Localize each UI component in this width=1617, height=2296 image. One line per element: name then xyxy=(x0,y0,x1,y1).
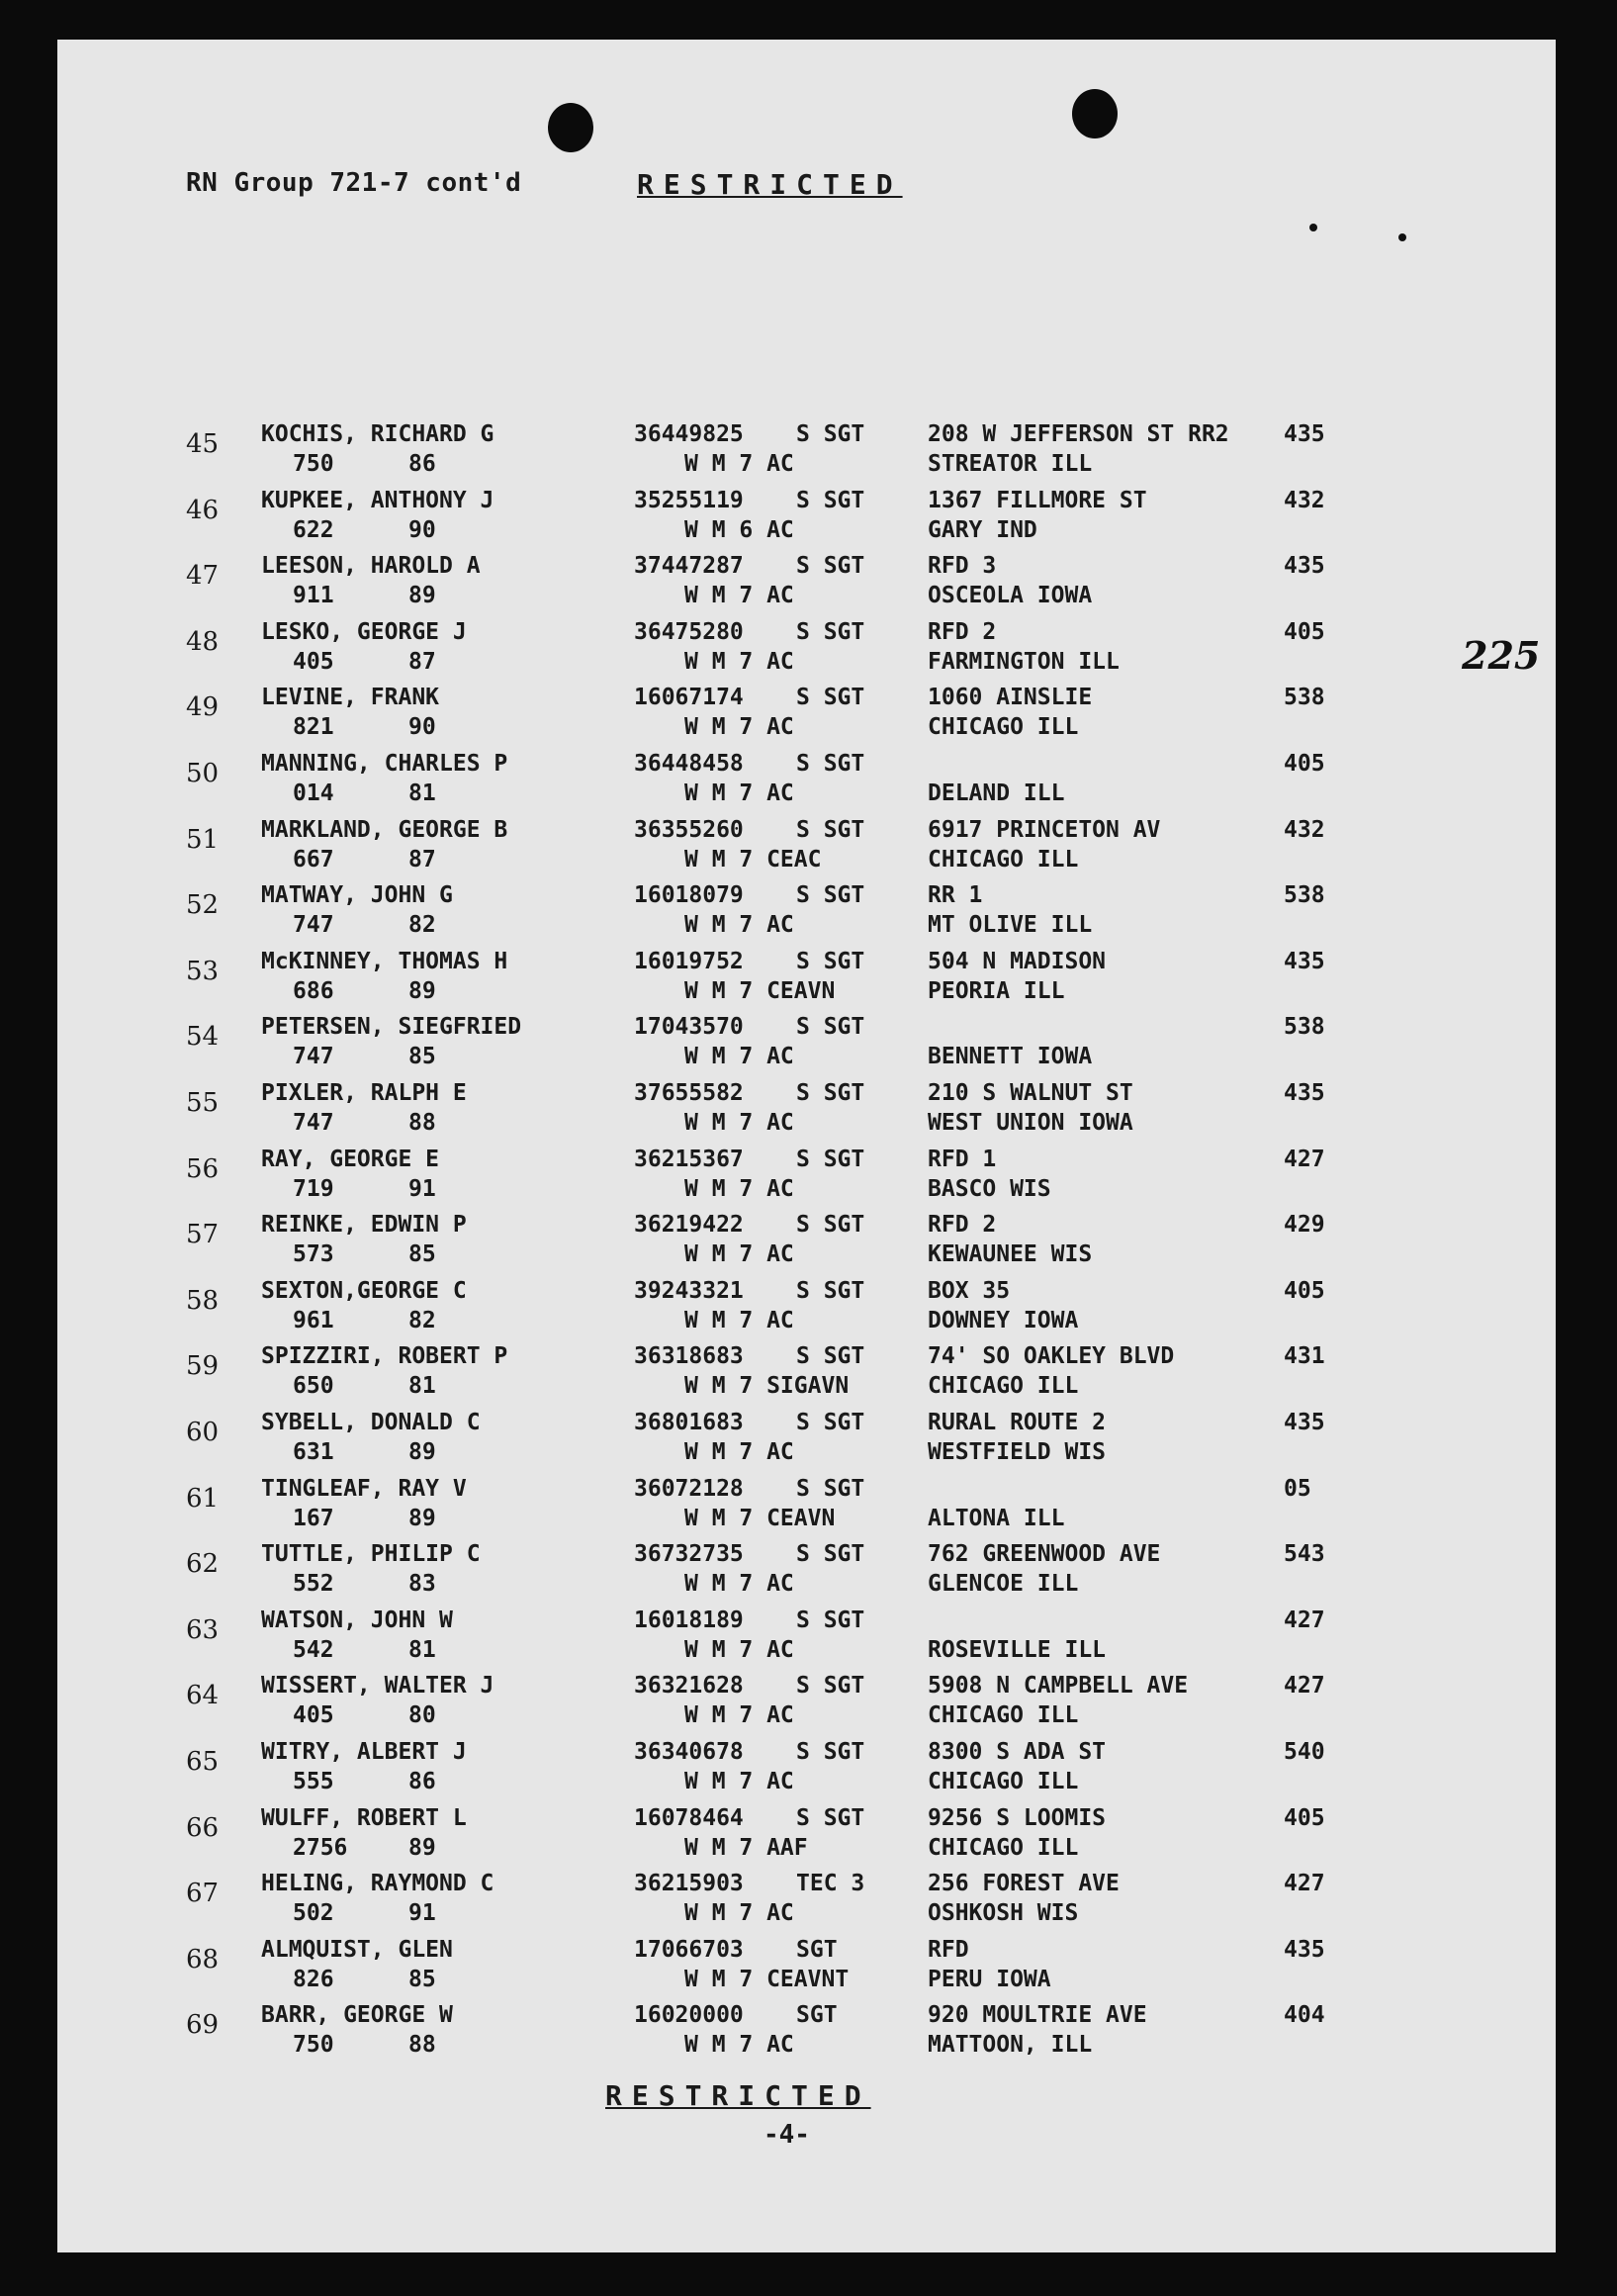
soldier-name: ALMQUIST, GLEN xyxy=(261,1936,453,1963)
classification: W M 7 AC xyxy=(684,1307,794,1333)
address-line-1: 256 FOREST AVE xyxy=(928,1871,1120,1897)
soldier-name: KOCHIS, RICHARD G xyxy=(261,421,494,447)
soldier-name: LEVINE, FRANK xyxy=(261,685,440,711)
row-number: 67 xyxy=(186,1879,220,1909)
classification: W M 7 CEAVNT xyxy=(684,1966,850,1992)
row-number: 62 xyxy=(186,1549,220,1580)
soldier-name: RAY, GEORGE E xyxy=(261,1146,440,1172)
code-a: 719 xyxy=(293,1175,334,1202)
row-number: 56 xyxy=(186,1153,220,1184)
address-line-1: 1367 FILLMORE ST xyxy=(928,487,1147,513)
classification: W M 7 CEAVN xyxy=(684,977,836,1004)
soldier-name: PETERSEN, SIEGFRIED xyxy=(261,1014,522,1041)
serial-number: 16067174 xyxy=(634,685,744,711)
rank: S SGT xyxy=(796,882,865,909)
unit-code: 429 xyxy=(1284,1212,1325,1239)
code-a: 167 xyxy=(293,1505,334,1531)
classification: W M 7 AC xyxy=(684,1241,794,1268)
address-line-1: 6917 PRINCETON AV xyxy=(928,816,1161,843)
rank: S SGT xyxy=(796,1607,865,1633)
unit-code: 538 xyxy=(1284,685,1325,711)
unit-code: 431 xyxy=(1284,1343,1325,1370)
address-line-1: 762 GREENWOOD AVE xyxy=(928,1541,1161,1568)
code-a: 405 xyxy=(293,648,334,675)
unit-code: 427 xyxy=(1284,1871,1325,1897)
code-a: 555 xyxy=(293,1769,334,1794)
rank: S SGT xyxy=(796,1673,865,1699)
unit-code: 540 xyxy=(1284,1739,1325,1765)
code-b: 91 xyxy=(408,1175,436,1202)
row-number: 65 xyxy=(186,1747,220,1777)
serial-number: 17043570 xyxy=(634,1014,744,1041)
code-b: 87 xyxy=(408,648,436,675)
code-a: 631 xyxy=(293,1439,334,1465)
soldier-name: PIXLER, RALPH E xyxy=(261,1080,467,1106)
code-a: 821 xyxy=(293,714,334,741)
classification: W M 7 AC xyxy=(684,1175,794,1202)
classification: W M 7 AC xyxy=(684,583,794,609)
address-line-2: BENNETT IOWA xyxy=(928,1044,1093,1070)
address-line-2: DELAND ILL xyxy=(928,781,1065,806)
serial-number: 36219422 xyxy=(634,1212,744,1239)
address-line-2: WESTFIELD WIS xyxy=(928,1439,1107,1465)
unit-code: 404 xyxy=(1284,2002,1325,2029)
soldier-name: WISSERT, WALTER J xyxy=(261,1673,494,1699)
code-a: 405 xyxy=(293,1702,334,1729)
rank: S SGT xyxy=(796,1212,865,1239)
address-line-1: 1060 AINSLIE xyxy=(928,685,1093,711)
rank: S SGT xyxy=(796,1146,865,1172)
soldier-name: WATSON, JOHN W xyxy=(261,1607,453,1633)
code-b: 81 xyxy=(408,1636,436,1663)
code-b: 89 xyxy=(408,1505,436,1531)
unit-code: 435 xyxy=(1284,1080,1325,1106)
rank: SGT xyxy=(796,2002,838,2029)
address-line-2: PEORIA ILL xyxy=(928,977,1065,1004)
row-number: 54 xyxy=(186,1022,220,1053)
code-a: 650 xyxy=(293,1373,334,1400)
classification: W M 7 AC xyxy=(684,714,794,741)
classification: W M 7 CEAVN xyxy=(684,1505,836,1531)
address-line-2: OSHKOSH WIS xyxy=(928,1900,1079,1927)
unit-code: 405 xyxy=(1284,618,1325,645)
soldier-name: MARKLAND, GEORGE B xyxy=(261,816,508,843)
address-line-2: OSCEOLA IOWA xyxy=(928,583,1093,609)
code-a: 911 xyxy=(293,583,334,609)
code-b: 89 xyxy=(408,977,436,1004)
address-line-2: CHICAGO ILL xyxy=(928,846,1079,872)
address-line-1: RFD 1 xyxy=(928,1146,997,1172)
address-line-2: GLENCOE ILL xyxy=(928,1571,1079,1598)
code-b: 86 xyxy=(408,1769,436,1794)
rank: S SGT xyxy=(796,1277,865,1304)
classification: W M 7 AC xyxy=(684,781,794,806)
address-line-2: WEST UNION IOWA xyxy=(928,1110,1133,1136)
rank: S SGT xyxy=(796,1410,865,1435)
code-b: 91 xyxy=(408,1900,436,1927)
address-line-1: RFD 3 xyxy=(928,553,997,580)
classification: W M 7 AC xyxy=(684,1439,794,1465)
code-b: 83 xyxy=(408,1571,436,1598)
serial-number: 16018189 xyxy=(634,1607,744,1633)
unit-code: 405 xyxy=(1284,1804,1325,1831)
soldier-name: TINGLEAF, RAY V xyxy=(261,1475,467,1502)
code-b: 82 xyxy=(408,1307,436,1333)
rank: S SGT xyxy=(796,1739,865,1765)
punch-hole xyxy=(548,103,593,152)
address-line-2: MATTOON, ILL xyxy=(928,2032,1093,2059)
code-a: 747 xyxy=(293,912,334,939)
row-number: 52 xyxy=(186,890,220,921)
address-line-1: 9256 S LOOMIS xyxy=(928,1804,1107,1831)
unit-code: 543 xyxy=(1284,1541,1325,1568)
rank: S SGT xyxy=(796,421,865,447)
code-b: 80 xyxy=(408,1702,436,1729)
row-number: 50 xyxy=(186,759,220,788)
rank: S SGT xyxy=(796,487,865,513)
code-a: 750 xyxy=(293,2032,334,2059)
code-b: 90 xyxy=(408,516,436,543)
serial-number: 36318683 xyxy=(634,1343,744,1370)
row-number: 63 xyxy=(186,1614,220,1645)
unit-code: 427 xyxy=(1284,1146,1325,1172)
serial-number: 36732735 xyxy=(634,1541,744,1568)
classification: W M 7 AC xyxy=(684,1571,794,1598)
code-b: 89 xyxy=(408,583,436,609)
address-line-1: RFD 2 xyxy=(928,618,997,645)
address-line-1: 74' SO OAKLEY BLVD xyxy=(928,1343,1175,1370)
soldier-name: HELING, RAYMOND C xyxy=(261,1871,494,1897)
serial-number: 16020000 xyxy=(634,2002,744,2029)
serial-number: 37447287 xyxy=(634,553,744,580)
row-number: 61 xyxy=(186,1483,220,1514)
address-line-2: PERU IOWA xyxy=(928,1966,1051,1992)
code-a: 747 xyxy=(293,1044,334,1070)
code-b: 88 xyxy=(408,2032,436,2059)
soldier-name: REINKE, EDWIN P xyxy=(261,1212,467,1239)
serial-number: 36449825 xyxy=(634,421,744,447)
address-line-2: CHICAGO ILL xyxy=(928,1702,1079,1729)
address-line-1: 920 MOULTRIE AVE xyxy=(928,2002,1147,2029)
code-b: 85 xyxy=(408,1241,436,1268)
row-number: 51 xyxy=(186,824,220,855)
row-number: 46 xyxy=(186,495,220,525)
row-number: 66 xyxy=(186,1812,220,1843)
code-b: 86 xyxy=(408,451,436,477)
classification: W M 7 AC xyxy=(684,1702,794,1729)
classification: W M 7 CEAC xyxy=(684,846,822,872)
serial-number: 16018079 xyxy=(634,882,744,909)
code-a: 686 xyxy=(293,977,334,1004)
unit-code: 538 xyxy=(1284,882,1325,909)
address-line-2: FARMINGTON ILL xyxy=(928,648,1120,675)
soldier-name: MATWAY, JOHN G xyxy=(261,882,453,909)
classification: W M 6 AC xyxy=(684,516,794,543)
rank: S SGT xyxy=(796,816,865,843)
header-group-label: RN Group 721-7 cont'd xyxy=(186,168,522,198)
ink-speck xyxy=(1309,224,1317,231)
code-a: 667 xyxy=(293,846,334,872)
row-number: 53 xyxy=(186,956,220,986)
code-a: 961 xyxy=(293,1307,334,1333)
address-line-2: CHICAGO ILL xyxy=(928,714,1079,741)
serial-number: 39243321 xyxy=(634,1277,744,1304)
classification: W M 7 AC xyxy=(684,1044,794,1070)
serial-number: 36801683 xyxy=(634,1410,744,1435)
address-line-2: DOWNEY IOWA xyxy=(928,1307,1079,1333)
roster-row xyxy=(57,2002,1556,2075)
row-number: 59 xyxy=(186,1351,220,1382)
soldier-name: MANNING, CHARLES P xyxy=(261,751,508,777)
rank: SGT xyxy=(796,1936,838,1963)
soldier-name: KUPKEE, ANTHONY J xyxy=(261,487,494,513)
address-line-2: ROSEVILLE ILL xyxy=(928,1636,1107,1663)
soldier-name: SYBELL, DONALD C xyxy=(261,1410,481,1435)
rank: TEC 3 xyxy=(796,1871,865,1897)
code-b: 85 xyxy=(408,1966,436,1992)
code-b: 81 xyxy=(408,1373,436,1400)
punch-hole xyxy=(1072,89,1118,138)
soldier-name: SEXTON,GEORGE C xyxy=(261,1277,467,1304)
classification: W M 7 AC xyxy=(684,1769,794,1794)
address-line-2: ALTONA ILL xyxy=(928,1505,1065,1531)
unit-code: 538 xyxy=(1284,1014,1325,1041)
rank: S SGT xyxy=(796,685,865,711)
rank: S SGT xyxy=(796,948,865,974)
code-a: 2756 xyxy=(293,1834,348,1861)
address-line-2: CHICAGO ILL xyxy=(928,1834,1079,1861)
classification: W M 7 AC xyxy=(684,2032,794,2059)
serial-number: 36072128 xyxy=(634,1475,744,1502)
serial-number: 36215367 xyxy=(634,1146,744,1172)
unit-code: 435 xyxy=(1284,1936,1325,1963)
address-line-1: BOX 35 xyxy=(928,1277,1011,1304)
address-line-2: GARY IND xyxy=(928,516,1037,543)
serial-number: 36340678 xyxy=(634,1739,744,1765)
row-number: 58 xyxy=(186,1285,220,1316)
serial-number: 36321628 xyxy=(634,1673,744,1699)
rank: S SGT xyxy=(796,751,865,777)
rank: S SGT xyxy=(796,553,865,580)
soldier-name: BARR, GEORGE W xyxy=(261,2002,453,2029)
row-number: 45 xyxy=(186,429,220,459)
code-b: 81 xyxy=(408,781,436,806)
rank: S SGT xyxy=(796,1343,865,1370)
code-b: 90 xyxy=(408,714,436,741)
classification: W M 7 SIGAVN xyxy=(684,1373,850,1400)
code-a: 750 xyxy=(293,451,334,477)
row-number: 48 xyxy=(186,626,220,657)
soldier-name: LEESON, HAROLD A xyxy=(261,553,481,580)
code-a: 622 xyxy=(293,516,334,543)
code-a: 542 xyxy=(293,1636,334,1663)
classification: W M 7 AAF xyxy=(684,1834,808,1861)
unit-code: 432 xyxy=(1284,487,1325,513)
serial-number: 36448458 xyxy=(634,751,744,777)
address-line-2: CHICAGO ILL xyxy=(928,1769,1079,1794)
serial-number: 36355260 xyxy=(634,816,744,843)
soldier-name: WITRY, ALBERT J xyxy=(261,1739,467,1765)
code-a: 014 xyxy=(293,781,334,806)
rank: S SGT xyxy=(796,1541,865,1568)
serial-number: 16078464 xyxy=(634,1804,744,1831)
row-number: 47 xyxy=(186,561,220,592)
soldier-name: McKINNEY, THOMAS H xyxy=(261,948,508,974)
address-line-1: RFD xyxy=(928,1936,969,1963)
code-a: 552 xyxy=(293,1571,334,1598)
rank: S SGT xyxy=(796,618,865,645)
serial-number: 35255119 xyxy=(634,487,744,513)
unit-code: 427 xyxy=(1284,1673,1325,1699)
unit-code: 405 xyxy=(1284,1277,1325,1304)
classification: W M 7 AC xyxy=(684,1900,794,1927)
soldier-name: SPIZZIRI, ROBERT P xyxy=(261,1343,508,1370)
soldier-name: LESKO, GEORGE J xyxy=(261,618,467,645)
address-line-2: KEWAUNEE WIS xyxy=(928,1241,1093,1268)
code-a: 573 xyxy=(293,1241,334,1268)
rank: S SGT xyxy=(796,1080,865,1106)
ink-speck xyxy=(1398,233,1406,241)
classification: W M 7 AC xyxy=(684,1636,794,1663)
code-a: 747 xyxy=(293,1110,334,1136)
serial-number: 17066703 xyxy=(634,1936,744,1963)
address-line-1: RURAL ROUTE 2 xyxy=(928,1410,1107,1435)
code-a: 826 xyxy=(293,1966,334,1992)
address-line-1: 5908 N CAMPBELL AVE xyxy=(928,1673,1189,1699)
rank: S SGT xyxy=(796,1014,865,1041)
rank: S SGT xyxy=(796,1475,865,1502)
row-number: 49 xyxy=(186,692,220,723)
header-restricted: RESTRICTED xyxy=(637,168,903,201)
unit-code: 435 xyxy=(1284,553,1325,580)
address-line-1: 504 N MADISON xyxy=(928,948,1107,974)
serial-number: 36475280 xyxy=(634,618,744,645)
address-line-1: RR 1 xyxy=(928,882,983,909)
address-line-2: BASCO WIS xyxy=(928,1175,1051,1202)
row-number: 68 xyxy=(186,1944,220,1975)
unit-code: 435 xyxy=(1284,948,1325,974)
soldier-name: WULFF, ROBERT L xyxy=(261,1804,467,1831)
address-line-2: CHICAGO ILL xyxy=(928,1373,1079,1400)
unit-code: 432 xyxy=(1284,816,1325,843)
classification: W M 7 AC xyxy=(684,912,794,939)
rank: S SGT xyxy=(796,1804,865,1831)
page-number: -4- xyxy=(764,2120,810,2150)
classification: W M 7 AC xyxy=(684,648,794,675)
address-line-1: 208 W JEFFERSON ST RR2 xyxy=(928,421,1229,447)
code-b: 82 xyxy=(408,912,436,939)
unit-code: 405 xyxy=(1284,751,1325,777)
classification: W M 7 AC xyxy=(684,451,794,477)
address-line-2: MT OLIVE ILL xyxy=(928,912,1093,939)
code-b: 87 xyxy=(408,846,436,872)
row-number: 69 xyxy=(186,2010,220,2041)
address-line-2: STREATOR ILL xyxy=(928,451,1093,477)
classification: W M 7 AC xyxy=(684,1110,794,1136)
serial-number: 16019752 xyxy=(634,948,744,974)
row-number: 64 xyxy=(186,1681,220,1711)
unit-code: 05 xyxy=(1284,1475,1311,1502)
unit-code: 435 xyxy=(1284,1410,1325,1435)
address-line-1: 8300 S ADA ST xyxy=(928,1739,1107,1765)
unit-code: 427 xyxy=(1284,1607,1325,1633)
page-stamp-number: 225 xyxy=(1462,633,1541,678)
code-b: 88 xyxy=(408,1110,436,1136)
footer-restricted: RESTRICTED xyxy=(605,2079,871,2112)
serial-number: 36215903 xyxy=(634,1871,744,1897)
code-b: 85 xyxy=(408,1044,436,1070)
serial-number: 37655582 xyxy=(634,1080,744,1106)
unit-code: 435 xyxy=(1284,421,1325,447)
row-number: 57 xyxy=(186,1220,220,1250)
code-b: 89 xyxy=(408,1439,436,1465)
address-line-1: RFD 2 xyxy=(928,1212,997,1239)
code-a: 502 xyxy=(293,1900,334,1927)
address-line-1: 210 S WALNUT ST xyxy=(928,1080,1133,1106)
row-number: 60 xyxy=(186,1418,220,1447)
soldier-name: TUTTLE, PHILIP C xyxy=(261,1541,481,1568)
document-page xyxy=(57,40,1556,2252)
row-number: 55 xyxy=(186,1088,220,1118)
code-b: 89 xyxy=(408,1834,436,1861)
